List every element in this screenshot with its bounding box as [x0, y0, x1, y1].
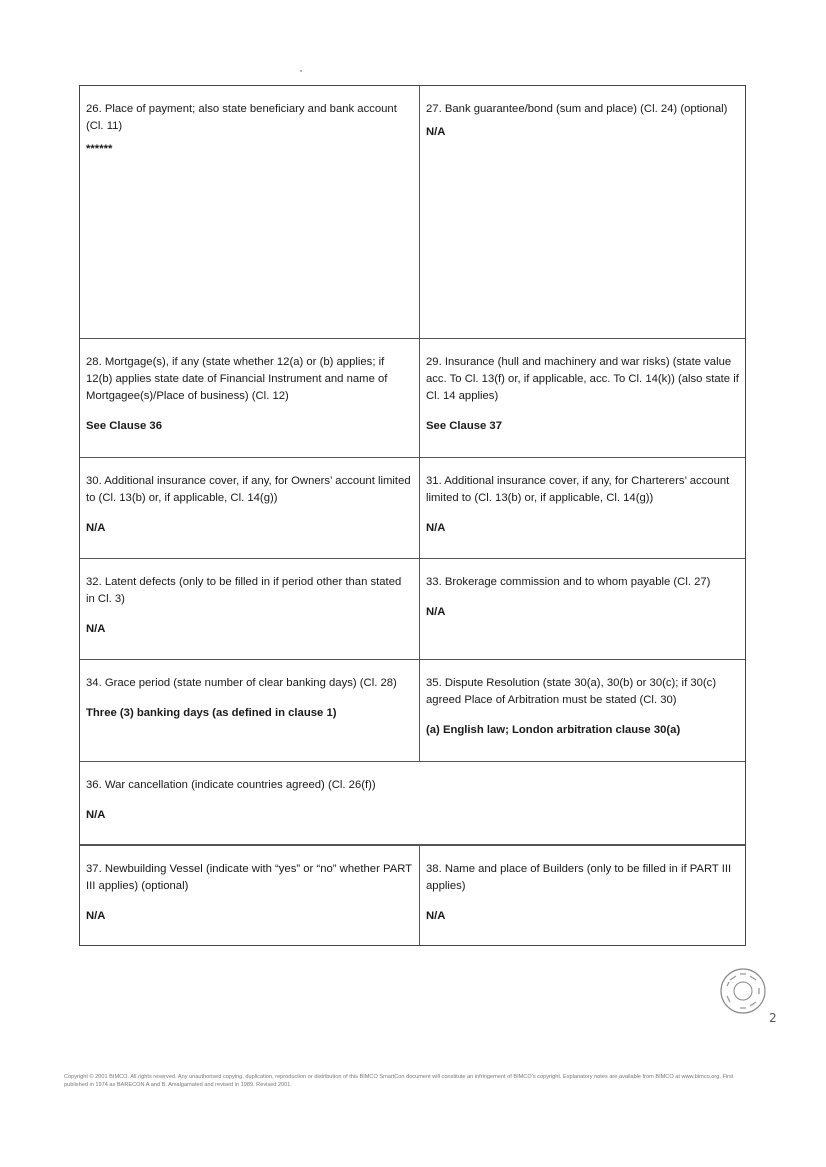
box-26-label: 26. Place of payment; also state beneficiary and bank account (Cl. 11): [86, 103, 397, 132]
box-29: [420, 339, 745, 457]
box-37-label: 37. Newbuilding Vessel (indicate with “yes” or “no” whether PART III applies) (optional): [86, 863, 412, 892]
box-32-label: 32. Latent defects (only to be filled in if period other than stated in Cl. 3): [86, 576, 402, 605]
form-row: [80, 659, 745, 761]
box-35-value: (a) English law; London arbitration clause 30(a): [426, 724, 681, 736]
page-number: 2: [769, 1011, 777, 1025]
form-row: [80, 338, 745, 457]
box-31: [420, 458, 745, 558]
box-28-value: See Clause 36: [86, 420, 162, 432]
box-28-label: 28. Mortgage(s), if any (state whether 12(a) or (b) applies; if 12(b) applies state date of Financial Instrument and name of Mortgagee(s)/Place of business) (Cl. 12): [86, 356, 388, 402]
box-29-label: 29. Insurance (hull and machinery and war risks) (state value acc. To Cl. 13(f) or, if applicable, acc. To Cl. 14(k)) (also state if Cl. 14 applies): [426, 356, 739, 402]
form-row: [80, 558, 745, 659]
box-26: [80, 86, 420, 338]
box-35-label: 35. Dispute Resolution (state 30(a), 30(b) or 30(c); if 30(c) agreed Place of Arbitration must be stated (Cl. 30): [426, 677, 717, 706]
box-36-value: N/A: [86, 809, 106, 821]
box-37-value: N/A: [86, 910, 106, 922]
box-35: [420, 660, 745, 761]
box-30-value: N/A: [86, 522, 106, 534]
box-38: [420, 846, 745, 945]
barecon-form-boxes: [79, 85, 746, 946]
box-38-value: N/A: [426, 910, 446, 922]
copyright-footer: Copyright © 2001 BIMCO. All rights reserved. Any unauthorised copying, duplication, reproduction or distribution of this BIMCO SmartCon document will constitute an infringement of BIMCO’s copyright. Explanatory notes are available from BIMCO at www.bimco.org. First published in 1974 as BARECON A and B. Amalgamated and revised in 1989. Revised 2001.: [64, 1074, 734, 1088]
box-31-label: 31. Additional insurance cover, if any, for Charterers’ account limited to (Cl. 13(b) or, if applicable, Cl. 14(g)): [426, 475, 730, 504]
box-34-label: 34. Grace period (state number of clear banking days) (Cl. 28): [86, 677, 397, 689]
box-27: [420, 86, 745, 338]
box-32-value: N/A: [86, 623, 106, 635]
box-33: [420, 559, 745, 659]
company-stamp-seal: [718, 966, 768, 1016]
box-26-value: ******: [86, 143, 113, 155]
box-28: [80, 339, 420, 457]
box-27-value: N/A: [426, 126, 446, 138]
box-27-label: 27. Bank guarantee/bond (sum and place) (Cl. 24) (optional): [426, 103, 728, 115]
form-row: [80, 457, 745, 558]
box-32: [80, 559, 420, 659]
box-30: [80, 458, 420, 558]
box-37: [80, 846, 420, 945]
box-34-value: Three (3) banking days (as defined in clause 1): [86, 707, 337, 719]
box-36-label: 36. War cancellation (indicate countries agreed) (Cl. 26(f)): [86, 779, 376, 791]
box-30-label: 30. Additional insurance cover, if any, for Owners’ account limited to (Cl. 13(b) or, if applicable, Cl. 14(g)): [86, 475, 411, 504]
box-34: [80, 660, 420, 761]
box-33-value: N/A: [426, 606, 446, 618]
scan-speck: [300, 70, 302, 72]
form-row: [80, 86, 745, 338]
form-row: [80, 761, 745, 844]
box-33-label: 33. Brokerage commission and to whom payable (Cl. 27): [426, 576, 711, 588]
box-31-value: N/A: [426, 522, 446, 534]
box-36: [80, 762, 745, 844]
box-29-value: See Clause 37: [426, 420, 502, 432]
form-row: [80, 844, 745, 945]
box-38-label: 38. Name and place of Builders (only to be filled in if PART III applies): [426, 863, 732, 892]
